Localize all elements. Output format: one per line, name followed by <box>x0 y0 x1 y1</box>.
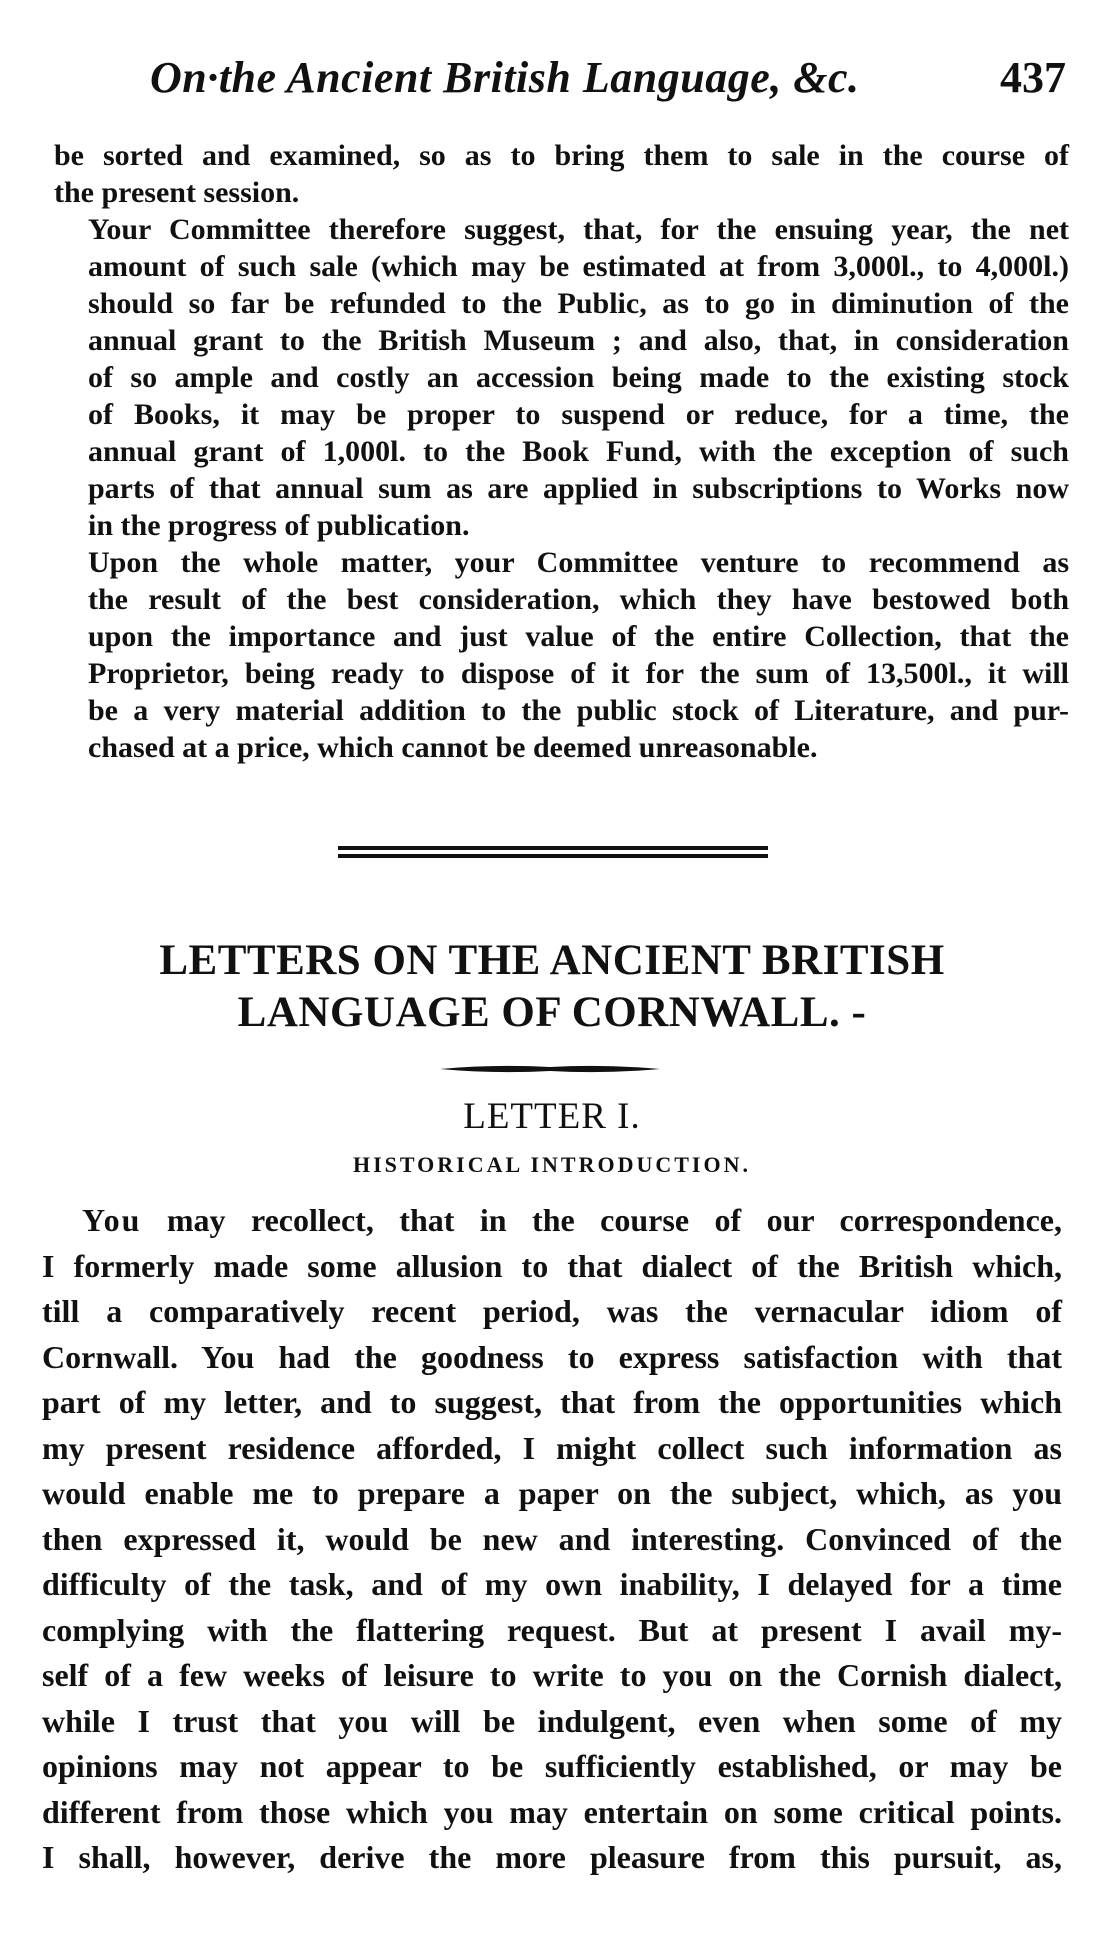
text-line: I shall, however, derive the more pleasure from this pursuit, as, <box>42 1839 1062 1875</box>
article-title <box>0 935 1104 1039</box>
article-title-line: LETTERS ON THE ANCIENT BRITISH <box>159 937 945 984</box>
text-line: chased at a price, which cannot be deemed unreasonable. <box>88 731 818 764</box>
letter-body <box>42 1198 1062 1881</box>
text-line: parts of that annual sum as are applied in subscriptions to Works now <box>88 472 1069 505</box>
opening-word: You <box>82 1202 142 1238</box>
text-line: self of a few weeks of leisure to write to you on the Cornish dialect, <box>42 1657 1062 1693</box>
text-line: be a very material addition to the public stock of Literature, and pur- <box>88 694 1069 727</box>
text-line: upon the importance and just value of the entire Collection, that the <box>88 620 1069 653</box>
text-line: the result of the best consideration, which they have bestowed both <box>88 583 1069 616</box>
text-line: should so far be refunded to the Public, as to go in diminution of the <box>88 287 1069 320</box>
article-title-line: LANGUAGE OF CORNWALL. - <box>237 989 867 1036</box>
ornamental-rule <box>440 1064 660 1074</box>
text-line: Upon the whole matter, your Committee venture to recommend as <box>88 546 1069 579</box>
double-rule-divider <box>338 846 768 860</box>
text-line: of Books, it may be proper to suspend or reduce, for a time, the <box>88 398 1069 431</box>
text-line: while I trust that you will be indulgent, even when some of my <box>42 1702 1062 1739</box>
text-line: part of my letter, and to suggest, that from the opportunities which <box>42 1384 1062 1420</box>
paragraph <box>54 137 1069 211</box>
text-line: annual grant of 1,000l. to the Book Fund, with the exception of such <box>88 435 1069 468</box>
text-line: amount of such sale (which may be estimated at from 3,000l., to 4,000l.) <box>88 250 1069 283</box>
text-line: opinions may not appear to be sufficiently established, or may be <box>42 1748 1062 1784</box>
text-line: be sorted and examined, so as to bring them to sale in the course of <box>54 139 1069 172</box>
text-line: difficulty of the task, and of my own inability, I delayed for a time <box>42 1566 1062 1602</box>
text-line: in the progress of publication. <box>88 509 470 542</box>
text-line: my present residence afforded, I might collect such information as <box>42 1429 1062 1466</box>
text-line: Cornwall. You had the goodness to express satisfaction with that <box>42 1338 1062 1375</box>
text-line: then expressed it, would be new and interesting. Convinced of the <box>42 1520 1062 1557</box>
committee-report-text <box>54 137 1069 766</box>
text-line-rest: may recollect, that in the course of our correspondence, <box>141 1202 1062 1238</box>
text-line: different from those which you may entertain on some critical points. <box>42 1793 1062 1830</box>
paragraph <box>54 544 1069 766</box>
text-line: complying with the flattering request. But at present I avail my- <box>42 1611 1062 1648</box>
text-line: annual grant to the British Museum ; and also, that, in consideration <box>88 324 1069 357</box>
text-line <box>42 1198 1062 1244</box>
page-number: 437 <box>1000 53 1066 102</box>
page-header <box>0 52 1104 112</box>
text-line: the present session. <box>54 176 300 209</box>
text-line: would enable me to prepare a paper on the subject, which, as you <box>42 1475 1062 1511</box>
paragraph <box>54 211 1069 544</box>
text-line: of so ample and costly an accession being made to the existing stock <box>88 361 1069 394</box>
section-subheading: HISTORICAL INTRODUCTION. <box>352 1152 751 1177</box>
text-line: Your Committee therefore suggest, that, for the ensuing year, the net <box>88 213 1069 246</box>
text-line: till a comparatively recent period, was the vernacular idiom of <box>42 1293 1062 1329</box>
running-head: On·the Ancient British Language, &c. <box>150 53 860 102</box>
letter-heading: LETTER I. <box>463 1096 641 1137</box>
text-line: Proprietor, being ready to dispose of it for the sum of 13,500l., it will <box>88 657 1069 690</box>
text-line: I formerly made some allusion to that dialect of the British which, <box>42 1247 1062 1284</box>
